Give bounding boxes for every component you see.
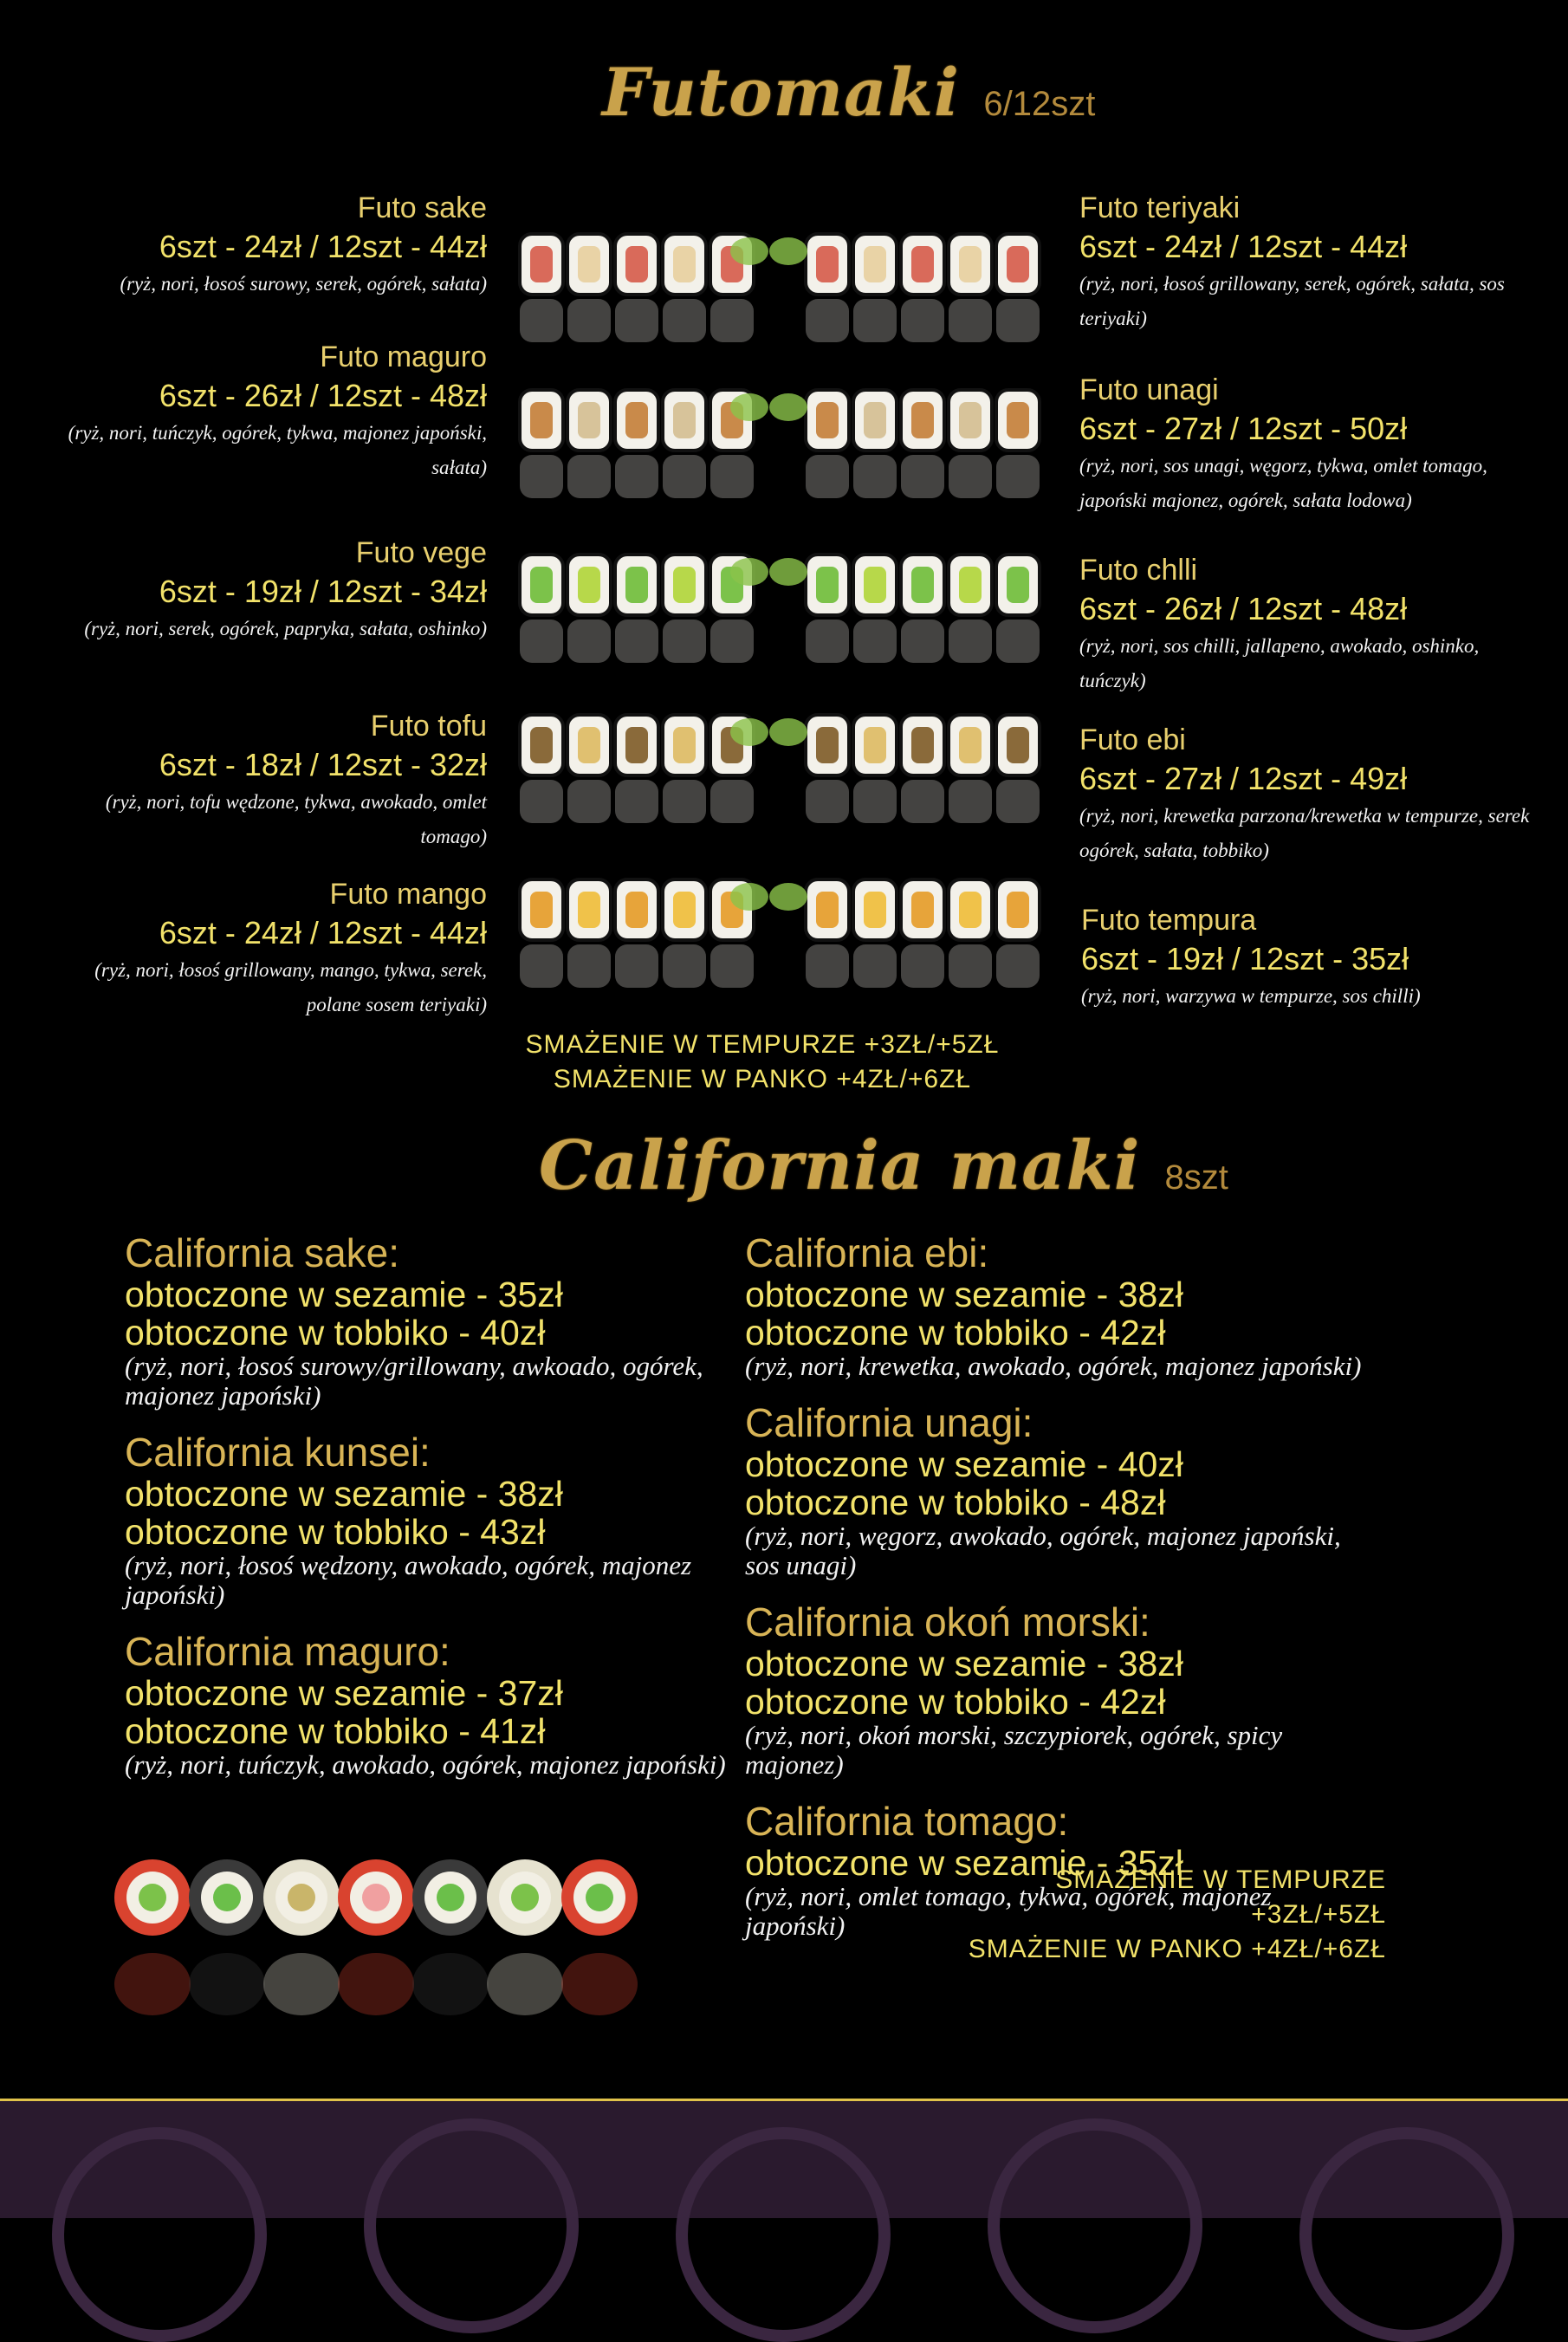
- lettuce-garnish: [769, 237, 807, 265]
- item-desc: (ryż, nori, łosoś wędzony, awokado, ogórek, majonez japoński): [125, 1550, 692, 1610]
- item-desc: (ryż, nori, tuńczyk, awokado, ogórek, majonez japoński): [125, 1749, 726, 1780]
- item-name: Futo tempura: [1081, 904, 1257, 937]
- futo-item-maguro: [36, 338, 487, 485]
- sushi-roll-filling: [530, 567, 553, 603]
- lettuce-garnish: [769, 718, 807, 746]
- sushi-roll-reflection: [567, 620, 611, 663]
- sushi-roll-reflection: [615, 455, 658, 498]
- item-price-tobbiko: obtoczone w tobbiko - 40zł: [125, 1313, 546, 1353]
- sushi-roll-reflection: [710, 944, 754, 988]
- sushi-roll-filling: [530, 402, 553, 438]
- sushi-roll-reflection: [949, 780, 992, 823]
- item-price: 6szt - 24zł / 12szt - 44zł: [159, 229, 487, 264]
- california-right-column: [745, 1230, 1369, 1960]
- sushi-roll-reflection: [853, 944, 897, 988]
- pattern-arc: [1299, 2127, 1514, 2342]
- sushi-roll-reflection: [949, 455, 992, 498]
- futomaki-title-sub: 6/12szt: [983, 85, 1096, 123]
- california-frying-note: [936, 1863, 1386, 1967]
- item-price-sesame: obtoczone w sezamie - 35zł: [745, 1843, 1183, 1883]
- item-name: California tomago:: [745, 1799, 1069, 1844]
- futomaki-photos: [485, 199, 1057, 1031]
- item-name: Futo teriyaki: [1079, 191, 1241, 224]
- sushi-roll-reflection: [615, 620, 658, 663]
- item-desc: (ryż, nori, krewetka parzona/krewetka w tempurze, serek ogórek, sałata, tobbiko): [1079, 805, 1530, 861]
- sushi-roll-reflection: [710, 299, 754, 342]
- item-name: Futo tofu: [370, 710, 487, 743]
- item-price: 6szt - 24zł / 12szt - 44zł: [1079, 229, 1408, 264]
- futomaki-title: [602, 54, 1095, 131]
- futomaki-title-script: Futomaki: [602, 54, 960, 131]
- note-panko: SMAŻENIE W PANKO +4ZŁ/+6ZŁ: [553, 1065, 972, 1093]
- futo-item-tofu: [36, 707, 487, 854]
- sushi-roll-reflection: [853, 299, 897, 342]
- california-roll-filling: [511, 1884, 539, 1911]
- futo-item-sake: [36, 189, 487, 302]
- item-desc: (ryż, nori, łosoś grillowany, serek, ogórek, sałata, sos teriyaki): [1079, 273, 1505, 329]
- item-desc: (ryż, nori, krewetka, awokado, ogórek, majonez japoński): [745, 1351, 1362, 1381]
- sushi-roll-filling: [1007, 892, 1029, 928]
- item-price: 6szt - 27zł / 12szt - 49zł: [1079, 761, 1408, 796]
- item-price-sesame: obtoczone w sezamie - 38zł: [125, 1474, 563, 1514]
- sushi-roll-filling: [1007, 402, 1029, 438]
- note-tempura: SMAŻENIE W TEMPURZE +3ZŁ/+5ZŁ: [525, 1030, 1000, 1059]
- sushi-roll-filling: [864, 402, 886, 438]
- futo-item-ebi: [1079, 721, 1530, 868]
- sushi-roll-filling: [673, 402, 696, 438]
- item-desc: (ryż, nori, łosoś grillowany, mango, tykwa, serek, polane sosem teriyaki): [94, 959, 487, 1015]
- sushi-roll-filling: [911, 402, 934, 438]
- sushi-roll-reflection: [853, 780, 897, 823]
- california-rolls-photo: [113, 1846, 650, 2027]
- item-price-sesame: obtoczone w sezamie - 38zł: [745, 1644, 1183, 1684]
- sushi-roll-reflection: [806, 620, 849, 663]
- item-name: California kunsei:: [125, 1430, 431, 1475]
- lettuce-garnish: [730, 393, 768, 421]
- sushi-roll-reflection: [901, 620, 944, 663]
- sushi-roll-reflection: [567, 944, 611, 988]
- sushi-roll-filling: [578, 727, 600, 763]
- sushi-roll-filling: [911, 727, 934, 763]
- item-desc: (ryż, nori, węgorz, awokado, ogórek, majonez japoński, sos unagi): [745, 1521, 1341, 1580]
- sushi-roll-filling: [530, 892, 553, 928]
- california-roll-filling: [288, 1884, 315, 1911]
- california-roll-reflection: [114, 1953, 191, 2015]
- item-desc: (ryż, nori, sos unagi, węgorz, tykwa, omlet tomago, japoński majonez, ogórek, sałata lodowa): [1079, 455, 1487, 511]
- item-price-tobbiko: obtoczone w tobbiko - 42zł: [745, 1313, 1166, 1353]
- sushi-roll-filling: [673, 567, 696, 603]
- sushi-roll-filling: [578, 567, 600, 603]
- california-roll-reflection: [263, 1953, 340, 2015]
- sushi-roll-reflection: [949, 299, 992, 342]
- sushi-roll-filling: [673, 892, 696, 928]
- item-desc: (ryż, nori, tofu wędzone, tykwa, awokado, omlet tomago): [105, 791, 487, 847]
- sushi-roll-reflection: [806, 455, 849, 498]
- california-item-unagi: [745, 1400, 1369, 1580]
- item-price-sesame: obtoczone w sezamie - 37zł: [125, 1673, 563, 1713]
- sushi-roll-reflection: [996, 299, 1040, 342]
- sushi-roll-filling: [911, 567, 934, 603]
- lettuce-garnish: [730, 718, 768, 746]
- california-item-maguro: [125, 1629, 748, 1780]
- item-name: Futo chlli: [1079, 554, 1198, 587]
- sushi-roll-reflection: [663, 299, 706, 342]
- sushi-roll-reflection: [806, 299, 849, 342]
- item-price-sesame: obtoczone w sezamie - 38zł: [745, 1275, 1183, 1314]
- sushi-roll-reflection: [615, 299, 658, 342]
- sushi-roll-reflection: [567, 455, 611, 498]
- sushi-roll-filling: [816, 402, 839, 438]
- item-name: Futo unagi: [1079, 373, 1219, 406]
- sushi-roll-filling: [816, 246, 839, 282]
- california-roll-reflection: [561, 1953, 638, 2015]
- california-roll-reflection: [487, 1953, 563, 2015]
- item-desc: (ryż, nori, łosoś surowy/grillowany, awkoado, ogórek, majonez japoński): [125, 1351, 703, 1411]
- bottom-pattern-bar: [0, 2101, 1568, 2218]
- sushi-roll-filling: [816, 567, 839, 603]
- sushi-roll-reflection: [520, 944, 563, 988]
- sushi-roll-reflection: [520, 780, 563, 823]
- sushi-roll-reflection: [615, 944, 658, 988]
- item-price: 6szt - 26zł / 12szt - 48zł: [159, 378, 487, 413]
- item-price-tobbiko: obtoczone w tobbiko - 48zł: [745, 1482, 1166, 1522]
- sushi-roll-filling: [625, 567, 648, 603]
- sushi-roll-reflection: [901, 944, 944, 988]
- sushi-roll-filling: [864, 727, 886, 763]
- item-price: 6szt - 19zł / 12szt - 34zł: [159, 574, 487, 609]
- sushi-roll-reflection: [663, 944, 706, 988]
- futo-item-teriyaki: [1079, 189, 1530, 336]
- california-roll-reflection: [338, 1953, 414, 2015]
- sushi-roll-reflection: [567, 780, 611, 823]
- sushi-roll-reflection: [663, 455, 706, 498]
- california-title: [539, 1126, 1228, 1205]
- california-item-sake: [125, 1230, 748, 1411]
- item-price-tobbiko: obtoczone w tobbiko - 42zł: [745, 1682, 1166, 1722]
- item-name: Futo maguro: [320, 341, 487, 373]
- sushi-roll-filling: [864, 246, 886, 282]
- sushi-roll-filling: [959, 402, 982, 438]
- lettuce-garnish: [730, 883, 768, 911]
- sushi-roll-reflection: [949, 944, 992, 988]
- item-name: Futo sake: [357, 191, 487, 224]
- sushi-roll-filling: [625, 402, 648, 438]
- item-desc: (ryż, nori, warzywa w tempurze, sos chilli): [1081, 985, 1421, 1007]
- sushi-roll-filling: [959, 892, 982, 928]
- sushi-roll-filling: [911, 892, 934, 928]
- sushi-roll-filling: [864, 892, 886, 928]
- sushi-roll-reflection: [567, 299, 611, 342]
- sushi-roll-filling: [959, 246, 982, 282]
- sushi-roll-filling: [673, 727, 696, 763]
- futo-item-vege: [36, 534, 487, 646]
- futo-item-unagi: [1079, 371, 1530, 518]
- pattern-arc: [52, 2127, 267, 2342]
- sushi-roll-reflection: [806, 944, 849, 988]
- sushi-roll-reflection: [710, 620, 754, 663]
- sushi-roll-reflection: [853, 620, 897, 663]
- item-price-tobbiko: obtoczone w tobbiko - 43zł: [125, 1512, 546, 1552]
- california-roll-filling: [362, 1884, 390, 1911]
- item-price: 6szt - 18zł / 12szt - 32zł: [159, 747, 487, 782]
- sushi-roll-reflection: [520, 455, 563, 498]
- sushi-roll-filling: [673, 246, 696, 282]
- item-desc: (ryż, nori, serek, ogórek, papryka, sałata, oshinko): [84, 618, 487, 639]
- california-left-column: [125, 1230, 748, 1799]
- item-name: California sake:: [125, 1230, 400, 1275]
- sushi-roll-filling: [625, 727, 648, 763]
- california-item-kunsei: [125, 1430, 748, 1610]
- futo-item-tempura: [1081, 901, 1532, 1014]
- california-title-script: California maki: [539, 1126, 1141, 1205]
- sushi-roll-reflection: [710, 455, 754, 498]
- futo-item-mango: [36, 875, 487, 1022]
- sushi-roll-reflection: [663, 780, 706, 823]
- item-name: California ebi:: [745, 1230, 989, 1275]
- sushi-roll-reflection: [853, 455, 897, 498]
- lettuce-garnish: [769, 883, 807, 911]
- item-desc: (ryż, nori, tuńczyk, ogórek, tykwa, majonez japoński, sałata): [68, 422, 487, 478]
- item-price-sesame: obtoczone w sezamie - 35zł: [125, 1275, 563, 1314]
- futo-item-chilli: [1079, 551, 1530, 698]
- sushi-roll-reflection: [615, 780, 658, 823]
- sushi-roll-filling: [530, 727, 553, 763]
- sushi-roll-filling: [625, 246, 648, 282]
- sushi-roll-filling: [816, 727, 839, 763]
- pattern-arc: [988, 2118, 1202, 2333]
- lettuce-garnish: [769, 393, 807, 421]
- sushi-roll-reflection: [806, 780, 849, 823]
- california-roll-filling: [586, 1884, 613, 1911]
- item-desc: (ryż, nori, okoń morski, szczypiorek, ogórek, spicy majonez): [745, 1720, 1283, 1780]
- sushi-roll-filling: [864, 567, 886, 603]
- sushi-roll-reflection: [663, 620, 706, 663]
- sushi-roll-reflection: [710, 780, 754, 823]
- sushi-roll-reflection: [901, 455, 944, 498]
- sushi-roll-reflection: [901, 299, 944, 342]
- pattern-arc: [364, 2118, 579, 2333]
- sushi-roll-reflection: [996, 620, 1040, 663]
- sushi-roll-filling: [1007, 567, 1029, 603]
- sushi-roll-filling: [816, 892, 839, 928]
- item-price-sesame: obtoczone w sezamie - 40zł: [745, 1444, 1183, 1484]
- item-desc: (ryż, nori, sos chilli, jallapeno, awokado, oshinko, tuńczyk): [1079, 635, 1480, 691]
- california-item-okon-morski: [745, 1599, 1369, 1780]
- sushi-roll-filling: [578, 402, 600, 438]
- item-price-tobbiko: obtoczone w tobbiko - 41zł: [125, 1711, 546, 1751]
- california-roll-reflection: [412, 1953, 489, 2015]
- sushi-roll-reflection: [901, 780, 944, 823]
- item-price: 6szt - 19zł / 12szt - 35zł: [1081, 941, 1409, 976]
- sushi-roll-filling: [530, 246, 553, 282]
- sushi-roll-filling: [959, 567, 982, 603]
- item-name: California okoń morski:: [745, 1599, 1150, 1645]
- note-panko: SMAŻENIE W PANKO +4ZŁ/+6ZŁ: [968, 1935, 1386, 1963]
- sushi-roll-reflection: [996, 780, 1040, 823]
- item-name: Futo ebi: [1079, 723, 1186, 756]
- note-tempura: SMAŻENIE W TEMPURZE +3ZŁ/+5ZŁ: [1055, 1865, 1386, 1929]
- california-roll-reflection: [189, 1953, 265, 2015]
- sushi-roll-filling: [578, 892, 600, 928]
- lettuce-garnish: [730, 558, 768, 586]
- sushi-roll-filling: [1007, 727, 1029, 763]
- item-desc: (ryż, nori, omlet tomago, tykwa, ogórek, majonez japoński): [745, 1881, 1272, 1941]
- item-name: Futo vege: [355, 536, 487, 569]
- item-name: California unagi:: [745, 1400, 1033, 1445]
- sushi-roll-filling: [625, 892, 648, 928]
- lettuce-garnish: [769, 558, 807, 586]
- california-roll-filling: [139, 1884, 166, 1911]
- sushi-roll-reflection: [520, 620, 563, 663]
- lettuce-garnish: [730, 237, 768, 265]
- california-item-ebi: [745, 1230, 1369, 1381]
- item-desc: (ryż, nori, łosoś surowy, serek, ogórek, sałata): [120, 273, 487, 295]
- pattern-arc: [676, 2127, 891, 2342]
- california-title-sub: 8szt: [1164, 1158, 1228, 1197]
- sushi-roll-filling: [959, 727, 982, 763]
- california-roll-filling: [213, 1884, 241, 1911]
- sushi-roll-reflection: [949, 620, 992, 663]
- item-price: 6szt - 26zł / 12szt - 48zł: [1079, 591, 1408, 626]
- item-name: California maguro:: [125, 1629, 450, 1674]
- item-name: Futo mango: [329, 878, 487, 911]
- sushi-roll-reflection: [996, 944, 1040, 988]
- sushi-roll-filling: [578, 246, 600, 282]
- california-roll-filling: [437, 1884, 464, 1911]
- futomaki-frying-note: [485, 1028, 1040, 1097]
- item-price: 6szt - 27zł / 12szt - 50zł: [1079, 411, 1408, 446]
- sushi-roll-reflection: [996, 455, 1040, 498]
- sushi-roll-filling: [1007, 246, 1029, 282]
- item-price: 6szt - 24zł / 12szt - 44zł: [159, 915, 487, 950]
- sushi-roll-filling: [911, 246, 934, 282]
- sushi-roll-reflection: [520, 299, 563, 342]
